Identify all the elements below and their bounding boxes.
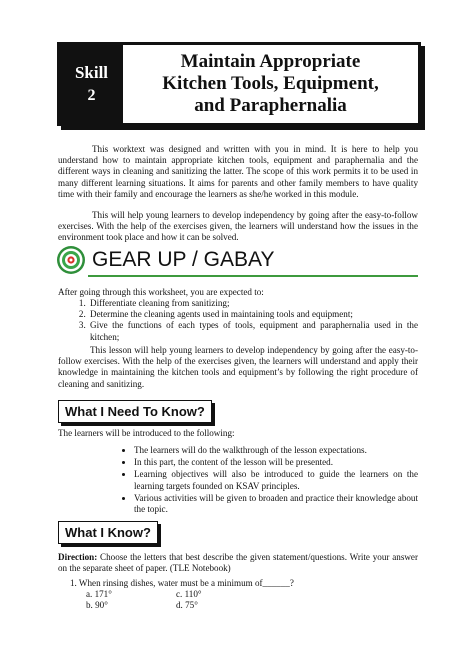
option-d: d. 75°: [176, 600, 198, 610]
title-line-1: Maintain Appropriate: [180, 51, 361, 72]
objectives-lead: After going through this worksheet, you are expected to:: [58, 287, 264, 297]
option-a: a. 171°: [86, 589, 112, 599]
objectives-list: [58, 298, 418, 343]
objective-item: 2. Determine the cleaning agents used in maintaining tools and equipment;: [88, 309, 418, 320]
what-i-know-heading: What I Know?: [58, 521, 158, 544]
question-1: 1. When rinsing dishes, water must be a minimum of______?: [70, 578, 294, 588]
title-line-3: and Paraphernalia: [194, 95, 347, 116]
gear-up-heading: [56, 244, 418, 278]
lesson-paragraph: This lesson will help young learners to develop independency by going after the easy-to-follow exercises. With the help of the exercises given, the learners will understand and apply their knowledge in maintaining the kitchen tools and equipment’s by following the right procedure of cleaning and sanitizing.: [58, 345, 418, 389]
skill-label: Skill: [74, 63, 109, 82]
list-item: • Learning objectives will also be introduced to guide the learners on the learning targets founded on KSAV principles.: [134, 469, 418, 491]
objective-item: 1. Differentiate cleaning from sanitizing;: [88, 298, 418, 309]
list-item: • In this part, the content of the lesson will be presented.: [134, 457, 418, 468]
list-item: • Various activities will be given to broaden and practice their knowledge about the topic.: [134, 493, 418, 515]
skill-header: [57, 42, 421, 126]
skill-number: 2: [87, 87, 96, 104]
title-line-2: Kitchen Tools, Equipment,: [162, 73, 379, 94]
direction-text: [58, 552, 418, 574]
option-b: b. 90°: [86, 600, 108, 610]
need-to-know-heading: What I Need To Know?: [58, 400, 212, 423]
objective-item: 3. Give the functions of each types of tools, equipment and paraphernalia used in the kitchen;: [88, 320, 418, 342]
intro-paragraph-1: This worktext was designed and written with you in mind. It is here to help you understand how to maintain appropriate kitchen tools, equipment and paraphernalia and the different ways in cleaning and sanitizing the latter. The scope of this work permits it to be used in many different learning situations. It aims for parents and other family members to have quality time with their family and encourage the learners as she/he worked in this module.: [58, 144, 418, 199]
skill-badge: [60, 45, 123, 123]
intro-paragraph-2: This will help young learners to develop independency by going after the easy-to-follow exercises. With the help of the exercises given, the learners will understand how the issues in the environment took place and how it can be solved.: [58, 210, 418, 243]
gear-up-underline: [88, 275, 418, 277]
target-gear-icon: [56, 245, 86, 275]
list-item: • The learners will do the walkthrough of the lesson expectations.: [134, 445, 418, 456]
need-to-know-list: [120, 445, 418, 516]
need-to-know-lead: The learners will be introduced to the following:: [58, 428, 235, 438]
page-title: [123, 51, 418, 117]
gear-up-title: GEAR UP / GABAY: [92, 248, 275, 271]
direction-body: Choose the letters that best describe the given statement/questions. Write your answer on the separate sheet of paper. (TLE Notebook): [58, 552, 418, 574]
direction-label: Direction:: [58, 552, 98, 562]
option-c: c. 110°: [176, 589, 202, 599]
